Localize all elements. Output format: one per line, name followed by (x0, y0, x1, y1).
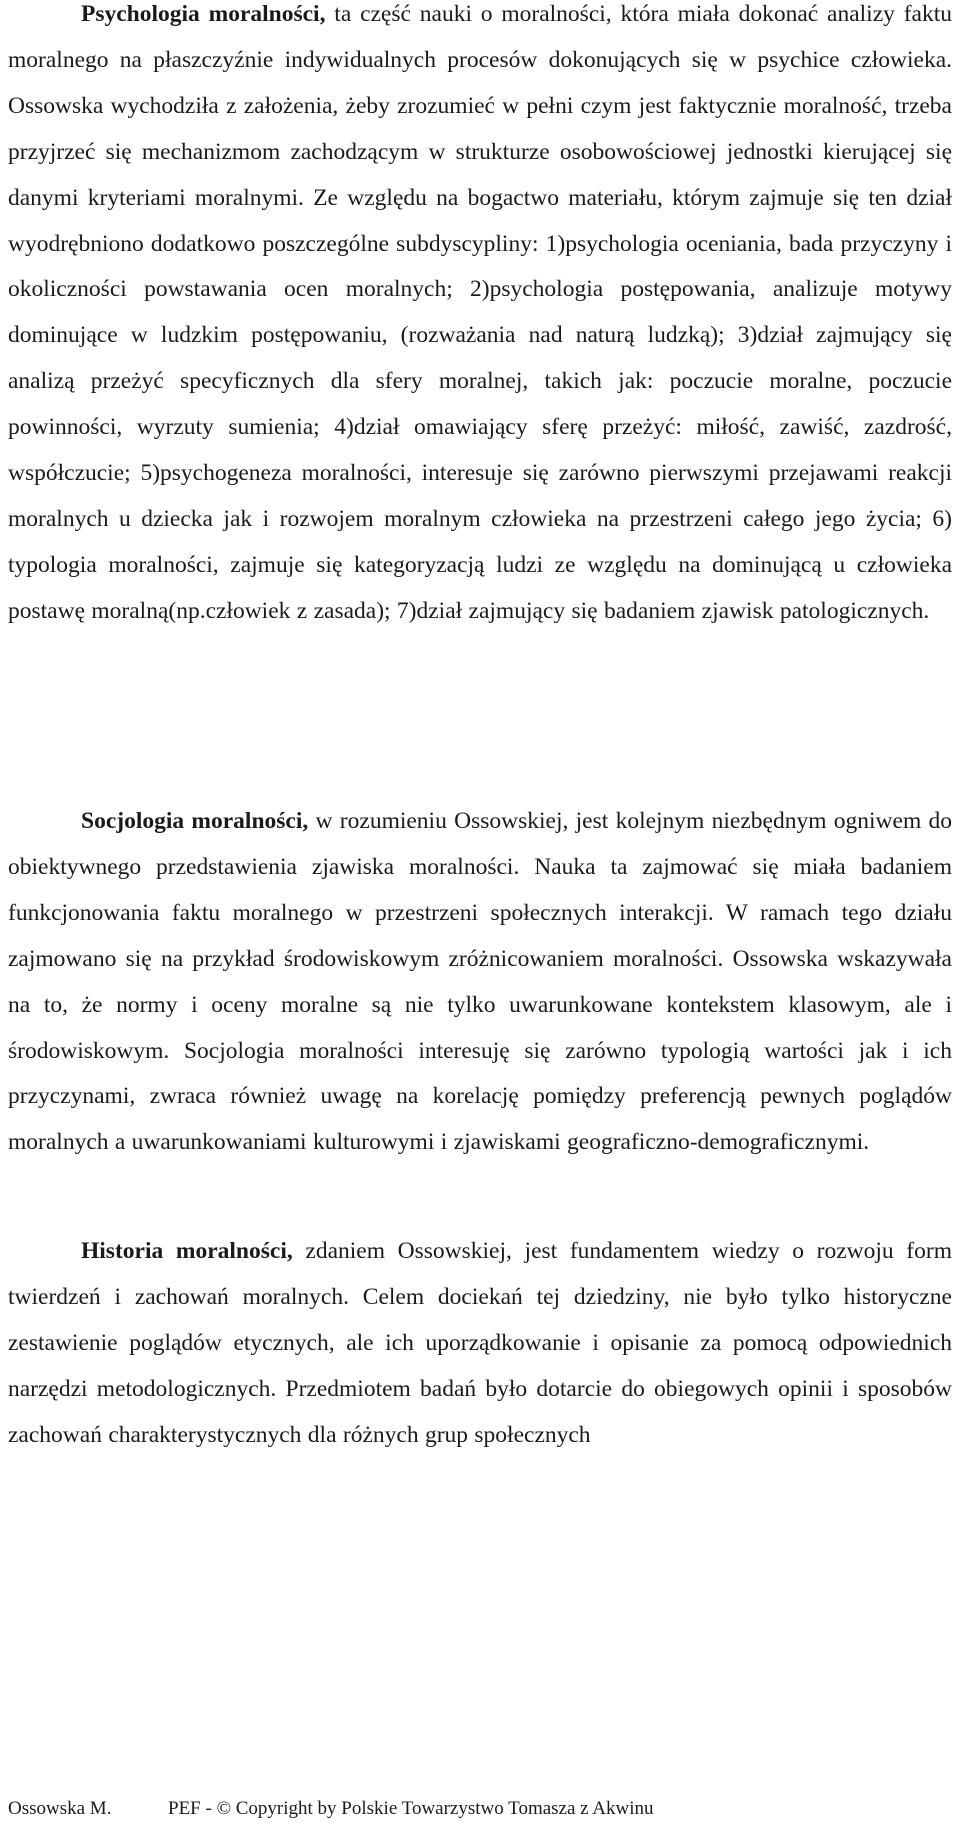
paragraph-text: zdaniem Ossowskiej, jest fundamentem wiedzy o rozwoju form twierdzeń i zachowań moralnych. Celem dociekań tej dziedziny, nie było tylko historyczne zestawienie poglądów etycznych, ale ich uporządkowanie i opisanie za pomocą odpowiednich narzędzi metodologicznych. Przedmiotem badań było dotarcie do obiegowych opinii i sposobów zachowań charakterystycznych dla różnych grup społecznych (8, 1238, 952, 1448)
paragraph-heading: Historia moralności, (81, 1238, 293, 1264)
footer-copyright: PEF - © Copyright by Polskie Towarzystwo Tomasza z Akwinu (168, 1798, 654, 1819)
footer-author: Ossowska M. (8, 1798, 112, 1819)
paragraph-historia (8, 1229, 952, 1459)
paragraph-heading: Psychologia moralności, (81, 1, 326, 27)
page-footer (8, 1797, 952, 1821)
paragraph-socjologia (8, 799, 952, 1166)
paragraph-psychologia (8, 0, 952, 635)
paragraph-text: w rozumieniu Ossowskiej, jest kolejnym niezbędnym ogniwem do obiektywnego przedstawienia zjawiska moralności. Nauka ta zajmować się miała badaniem funkcjonowania faktu moralnego w przestrzeni społecznych interakcji. W ramach tego działu zajmowano się na przykład środowiskowym zróżnicowaniem moralności. Ossowska wskazywała na to, że normy i oceny moralne są nie tylko uwarunkowane kontekstem klasowym, ale i środowiskowym. Socjologia moralności interesuję się zarówno typologią wartości jak i ich przyczynami, zwraca również uwagę na korelację pomiędzy preferencją pewnych poglądów moralnych a uwarunkowaniami kulturowymi i zjawiskami geograficzno-demograficznymi. (8, 808, 953, 1156)
paragraph-heading: Socjologia moralności, (81, 808, 309, 834)
paragraph-text: ta część nauki o moralności, która miała dokonać analizy faktu moralnego na płaszczyźnie indywidualnych procesów dokonujących się w psychice człowieka. Ossowska wychodziła z założenia, żeby zrozumieć w pełni czym jest faktycznie moralność, trzeba przyjrzeć się mechanizmom zachodzącym w strukturze osobowościowej jednostki kierującej się danymi kryteriami moralnymi. Ze względu na bogactwo materiału, którym zajmuje się ten dział wyodrębniono dodatkowo poszczególne subdyscypliny: 1)psychologia oceniania, bada przyczyny i okoliczności powstawania ocen moralnych; 2)psychologia postępowania, analizuje motywy dominujące w ludzkim postępowaniu, (rozważania nad naturą ludzką); 3)dział zajmujący się analizą przeżyć specyficznych dla sfery moralnej, takich jak: poczucie moralne, poczucie powinności, wyrzuty sumienia; 4)dział omawiający sferę przeżyć: miłość, zawiść, zazdrość, współczucie; 5)psychogeneza moralności, interesuje się zarówno pierwszymi przejawami reakcji moralnych u dziecka jak i rozwojem moralnym człowieka na przestrzeni całego jego życia; 6) typologia moralności, zajmuje się kategoryzacją ludzi ze względu na dominującą u człowieka postawę moralną(np.człowiek z zasada); 7)dział zajmujący się badaniem zjawisk patologicznych. (8, 1, 952, 624)
